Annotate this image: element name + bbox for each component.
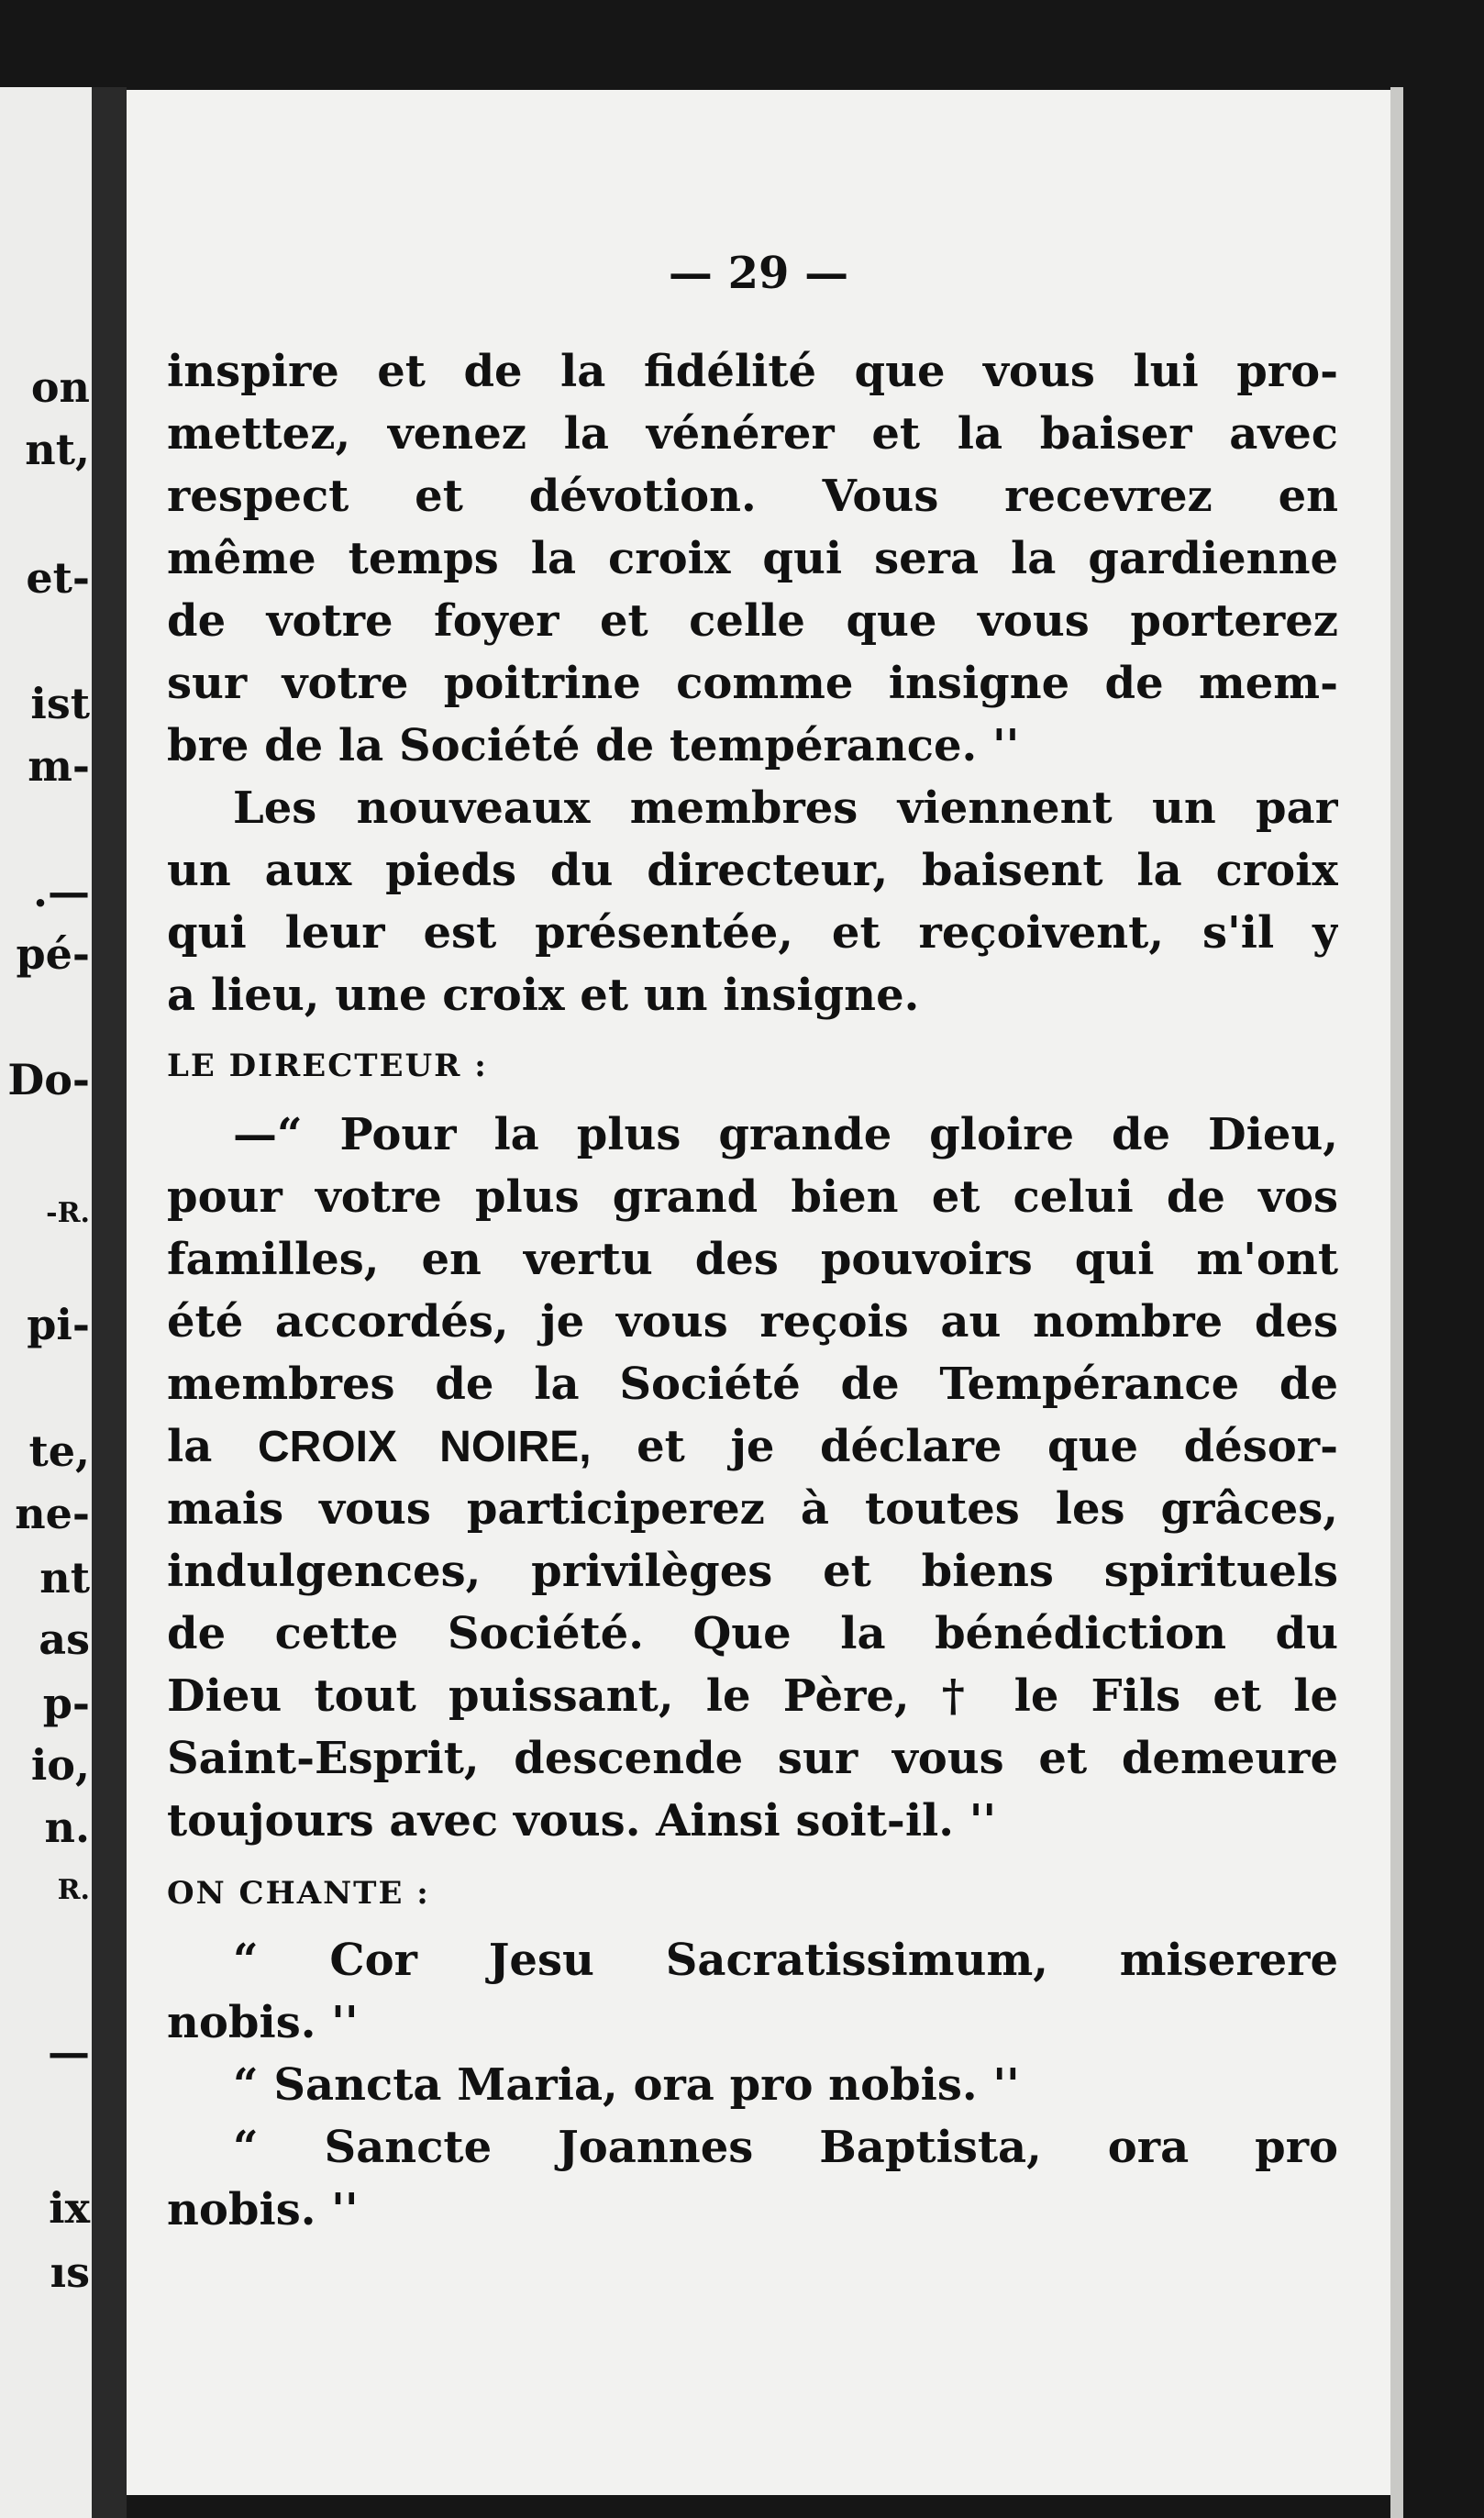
text-line: Dieu tout puissant, le Père, † le Fils et le <box>167 1670 1338 1722</box>
text-line: pour votre plus grand bien et celui de vos <box>167 1171 1338 1223</box>
left-fragment: ne- <box>15 1489 90 1538</box>
book-spine-shadow <box>92 87 127 2518</box>
left-fragment: io, <box>30 1740 90 1790</box>
page-edge <box>1390 87 1403 2518</box>
society-name: CROIX NOIRE, <box>257 1423 592 1471</box>
left-facing-page <box>0 87 92 2518</box>
text-line: familles, en vertu des pouvoirs qui m'ont <box>167 1234 1338 1285</box>
text-line <box>167 1415 1338 1478</box>
text-line: bre de la Société de tempérance. '' <box>167 720 1020 771</box>
text-line: mais vous participerez à toutes les grâces, <box>167 1483 1338 1535</box>
text-fragment: et je déclare que désor- <box>591 1421 1338 1472</box>
text-line: indulgences, privilèges et biens spirituels <box>167 1546 1338 1597</box>
left-fragment: nt, <box>25 425 90 474</box>
left-fragment: et- <box>26 553 90 603</box>
chant-line: “ Sancte Joannes Baptista, ora pro <box>233 2122 1338 2173</box>
left-fragment: pé- <box>16 929 90 979</box>
page-body <box>167 340 1338 2241</box>
text-line: Les nouveaux membres viennent un par <box>233 782 1338 834</box>
book-page <box>127 90 1390 2495</box>
speaker-heading: LE DIRECTEUR : <box>167 1048 488 1084</box>
chant-line: nobis. '' <box>167 2184 359 2235</box>
text-line: a lieu, une croix et un insigne. <box>167 970 920 1021</box>
text-line: de cette Société. Que la bénédiction du <box>167 1608 1338 1659</box>
text-line: Saint-Esprit, descende sur vous et demeure <box>167 1733 1338 1784</box>
left-fragment: Do- <box>7 1055 90 1104</box>
left-fragment: pi- <box>27 1300 90 1349</box>
left-fragment: on <box>30 362 90 412</box>
left-fragment: p- <box>42 1679 90 1728</box>
text-line: inspire et de la fidélité que vous lui pro- <box>167 346 1338 397</box>
left-fragment: R. <box>57 1874 90 1906</box>
left-fragment: ıs <box>50 2247 90 2297</box>
text-line: un aux pieds du directeur, baisent la croix <box>167 845 1338 896</box>
text-line: de votre foyer et celle que vous porterez <box>167 595 1338 647</box>
text-line: toujours avec vous. Ainsi soit-il. '' <box>167 1795 997 1847</box>
left-fragment: — <box>48 2027 90 2077</box>
text-fragment: la <box>167 1421 258 1472</box>
chant-line: nobis. '' <box>167 1997 359 2048</box>
left-fragment: ix <box>49 2183 90 2233</box>
text-line: même temps la croix qui sera la gardienne <box>167 533 1338 584</box>
chant-line: “ Cor Jesu Sacratissimum, miserere <box>233 1935 1338 1986</box>
chant-line: “ Sancta Maria, ora pro nobis. '' <box>233 2059 1020 2111</box>
left-fragment: ist <box>30 679 90 728</box>
text-line: membres de la Société de Tempérance de <box>167 1359 1338 1410</box>
left-fragment: -R. <box>46 1197 90 1229</box>
text-line: qui leur est présentée, et reçoivent, s'il y <box>167 907 1338 959</box>
text-line: —“ Pour la plus grande gloire de Dieu, <box>233 1109 1338 1160</box>
left-fragment: as <box>39 1614 90 1664</box>
left-fragment: n. <box>44 1803 90 1852</box>
text-line: mettez, venez la vénérer et la baiser avec <box>167 408 1338 460</box>
left-fragment: .— <box>32 867 90 916</box>
text-line: respect et dévotion. Vous recevrez en <box>167 471 1338 522</box>
left-fragment: te, <box>28 1426 90 1476</box>
left-fragment: m- <box>28 741 90 791</box>
text-line: été accordés, je vous reçois au nombre des <box>167 1296 1338 1348</box>
left-fragment: nt <box>39 1553 90 1603</box>
page-number: — 29 — <box>668 248 849 299</box>
text-line: sur votre poitrine comme insigne de mem- <box>167 658 1338 709</box>
section-heading: ON CHANTE : <box>167 1875 430 1912</box>
